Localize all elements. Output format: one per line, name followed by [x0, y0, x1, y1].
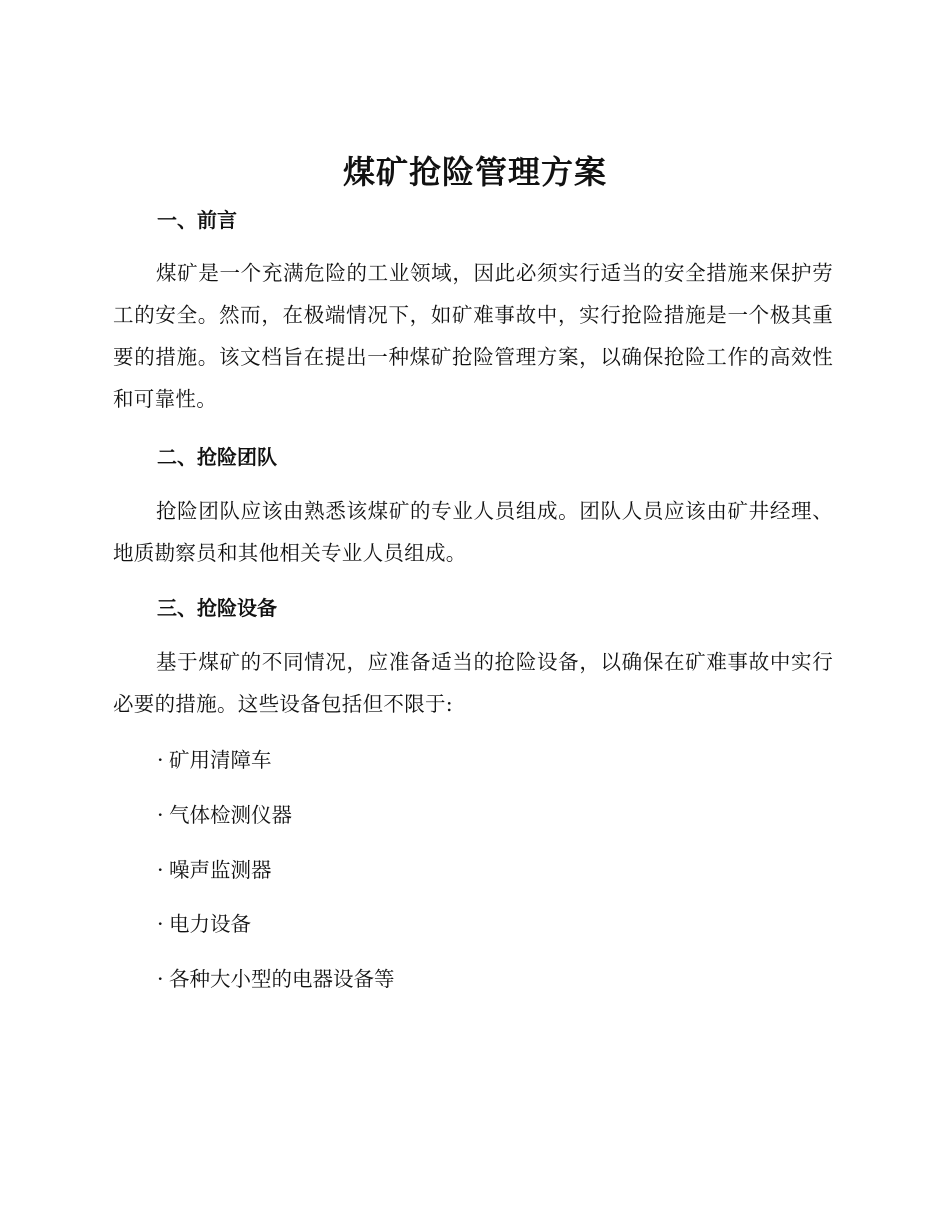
bullet-marker: ·	[157, 748, 164, 772]
section-paragraph-preface: 煤矿是一个充满危险的工业领域，因此必须实行适当的安全措施来保护劳工的安全。然而，在极端情况下，如矿难事故中，实行抢险措施是一个极其重要的措施。该文档旨在提出一种煤矿抢险管理方案，以确保抢险工作的高效性和可靠性。	[113, 261, 833, 411]
list-item-text: 噪声监测器	[169, 858, 272, 882]
list-item	[157, 856, 272, 884]
section-heading-equipment: 三、抢险设备	[157, 596, 277, 620]
list-item	[157, 801, 292, 829]
list-item-text: 各种大小型的电器设备等	[169, 967, 395, 991]
section-paragraph-team: 抢险团队应该由熟悉该煤矿的专业人员组成。团队人员应该由矿井经理、地质勘察员和其他相关专业人员组成。	[113, 499, 833, 565]
section-paragraph-equipment: 基于煤矿的不同情况，应准备适当的抢险设备，以确保在矿难事故中实行必要的措施。这些设备包括但不限于:	[113, 650, 833, 716]
section-heading-preface: 一、前言	[157, 208, 237, 232]
section-heading-team: 二、抢险团队	[157, 445, 277, 469]
bullet-marker: ·	[157, 803, 164, 827]
document-title: 煤矿抢险管理方案	[342, 153, 607, 191]
list-item	[157, 910, 251, 938]
list-item	[157, 746, 272, 774]
bullet-marker: ·	[157, 912, 164, 936]
list-item-text: 气体检测仪器	[169, 803, 292, 827]
bullet-marker: ·	[157, 967, 164, 991]
list-item-text: 电力设备	[169, 912, 251, 936]
list-item	[157, 965, 395, 993]
list-item-text: 矿用清障车	[169, 748, 272, 772]
bullet-marker: ·	[157, 858, 164, 882]
